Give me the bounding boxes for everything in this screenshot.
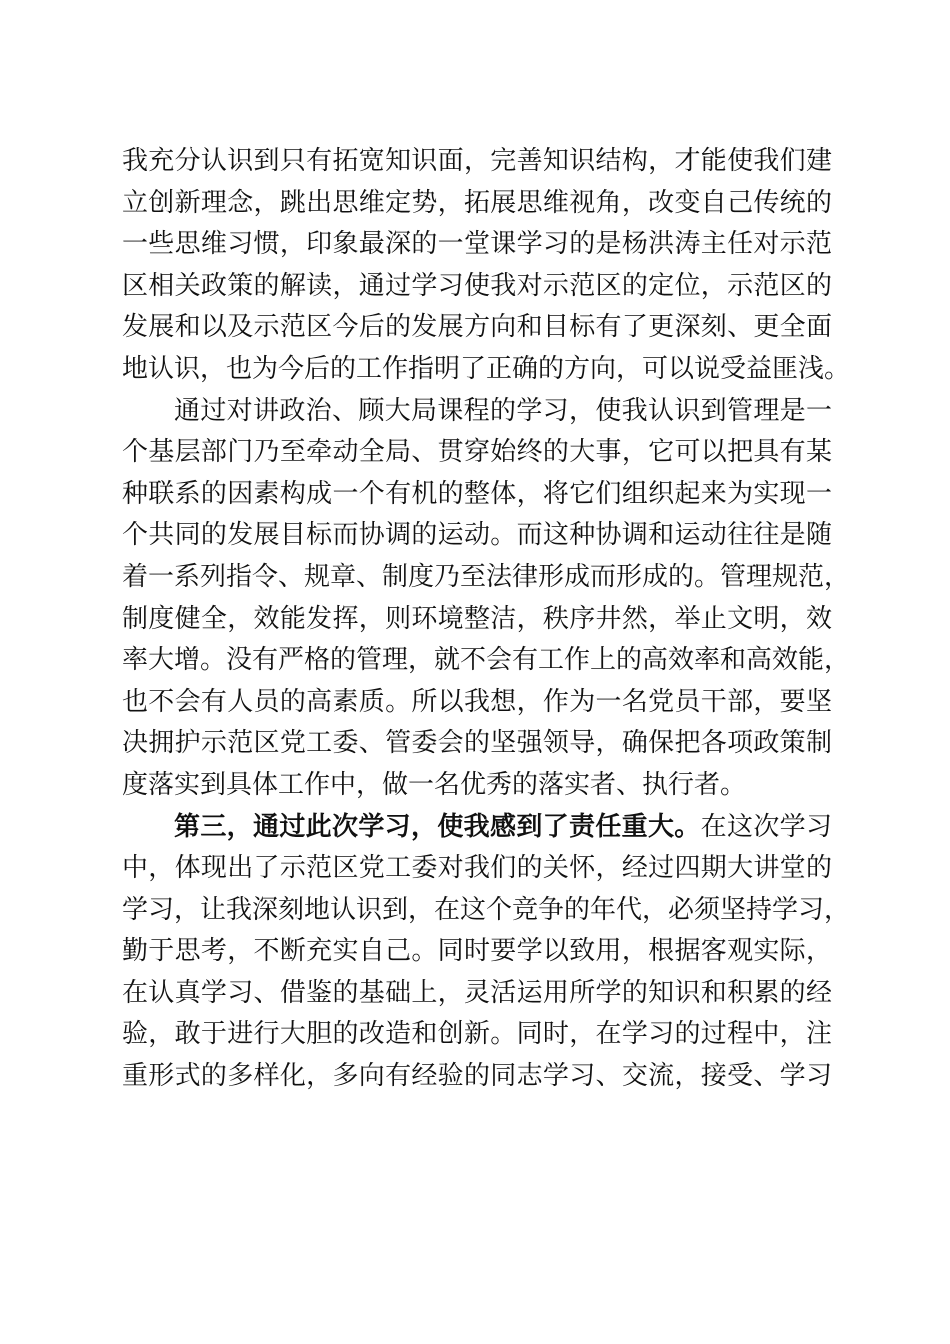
- paragraph-3: [122, 807, 851, 1098]
- paragraph-line: 个共同的发展目标而协调的运动。而这种协调和运动往往是随: [122, 520, 832, 551]
- paragraph-line: 制度健全，效能发挥，则环境整洁，秩序井然，举止文明，效: [122, 603, 832, 634]
- paragraph-line: 学习，让我深刻地认识到，在这个竞争的年代，必须坚持学习，: [122, 894, 851, 925]
- paragraph-line: 中，体现出了示范区党工委对我们的关怀，经过四期大讲堂的: [122, 853, 832, 884]
- paragraph-line: 也不会有人员的高素质。所以我想，作为一名党员干部，要坚: [122, 686, 832, 717]
- document-body: [122, 141, 851, 1098]
- paragraph-line: 我充分认识到只有拓宽知识面，完善知识结构，才能使我们建: [122, 146, 832, 176]
- paragraph-line: [122, 807, 832, 849]
- paragraph-line: 种联系的因素构成一个有机的整体，将它们组织起来为实现一: [122, 478, 832, 509]
- paragraph-1: [122, 141, 851, 391]
- paragraph-line: 验，敢于进行大胆的改造和创新。同时，在学习的过程中，注: [122, 1019, 832, 1050]
- section-heading: 第三，通过此次学习，使我感到了责任重大。: [174, 811, 701, 842]
- paragraph-line: 一些思维习惯，印象最深的一堂课学习的是杨洪涛主任对示范: [122, 229, 832, 260]
- paragraph-line: 立创新理念，跳出思维定势，拓展思维视角，改变自己传统的: [122, 187, 832, 218]
- paragraph-line: 通过对讲政治、顾大局课程的学习，使我认识到管理是一: [174, 395, 832, 426]
- paragraph-line: 勤于思考，不断充实自己。同时要学以致用，根据客观实际，: [122, 936, 832, 967]
- paragraph-line: 区相关政策的解读，通过学习使我对示范区的定位，示范区的: [122, 270, 832, 301]
- paragraph-line: 发展和以及示范区今后的发展方向和目标有了更深刻、更全面: [122, 312, 832, 343]
- paragraph-line: 着一系列指令、规章、制度乃至法律形成而形成的。管理规范，: [122, 561, 851, 592]
- paragraph-line: 率大增。没有严格的管理，就不会有工作上的高效率和高效能，: [122, 645, 851, 676]
- paragraph-line: 重形式的多样化，多向有经验的同志学习、交流，接受、学习: [122, 1061, 832, 1092]
- paragraph-line: 决拥护示范区党工委、管委会的坚强领导，确保把各项政策制: [122, 728, 832, 759]
- paragraph-line: 在认真学习、借鉴的基础上，灵活运用所学的知识和积累的经: [122, 977, 832, 1008]
- paragraph-line: 度落实到具体工作中，做一名优秀的落实者、执行者。: [122, 769, 747, 800]
- heading-line-rest: 在这次学习: [700, 811, 832, 842]
- paragraph-line: 地认识，也为今后的工作指明了正确的方向，可以说受益匪浅。: [122, 353, 851, 384]
- paragraph-2: [122, 391, 851, 807]
- paragraph-line: 个基层部门乃至牵动全局、贯穿始终的大事，它可以把具有某: [122, 437, 832, 468]
